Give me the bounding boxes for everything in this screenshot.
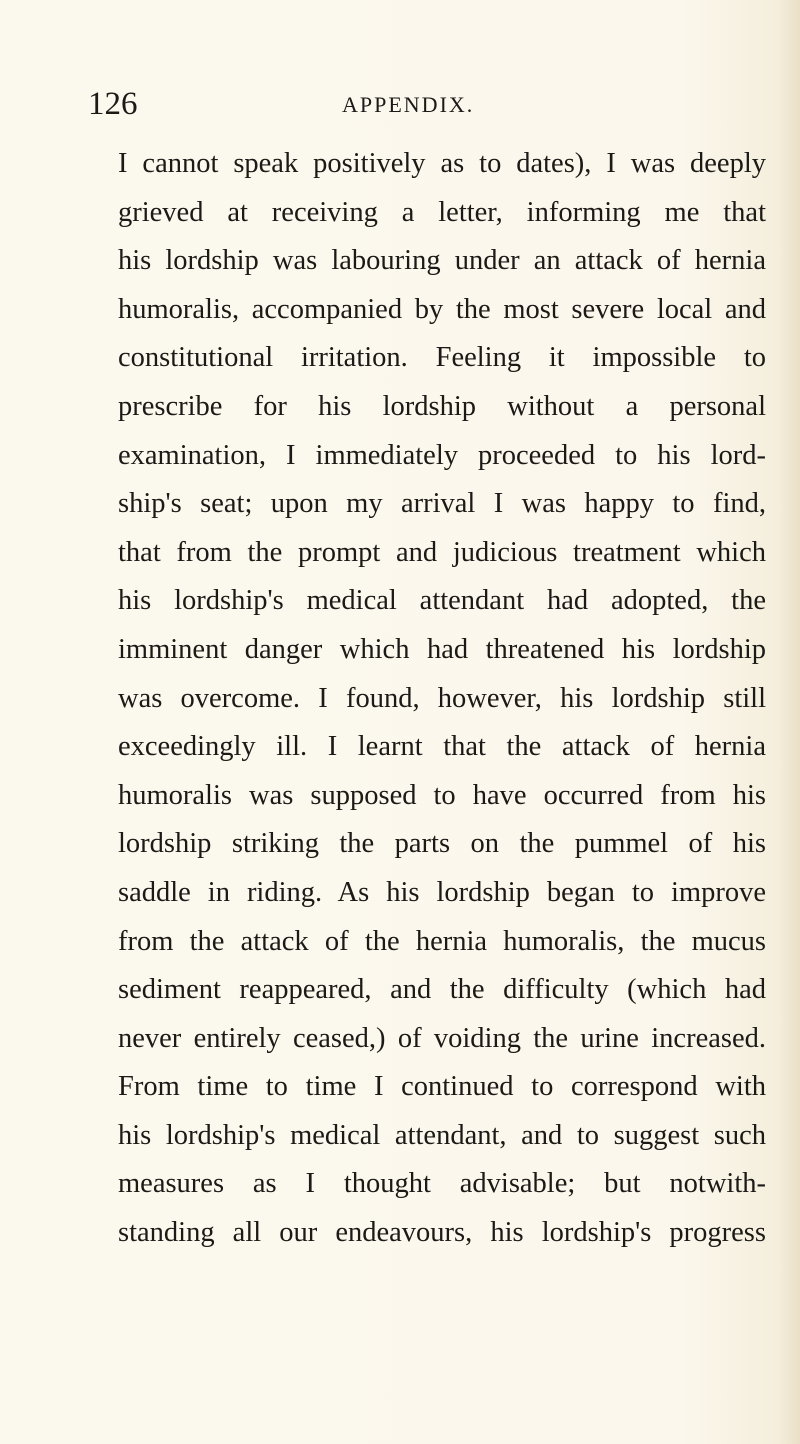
- text-line: grieved at receiving a letter, informing me that: [118, 196, 766, 228]
- page-number: 126: [88, 86, 138, 122]
- text-line: imminent danger which had threatened his lordship: [118, 633, 766, 665]
- text-line: exceedingly ill. I learnt that the attack of hernia: [118, 731, 766, 763]
- text-line: that from the prompt and judicious treatment which: [118, 536, 766, 568]
- text-line: sediment reappeared, and the difficulty (which had: [118, 974, 766, 1006]
- text-line: measures as I thought advisable; but notwith-: [118, 1168, 766, 1200]
- text-line: ship's seat; upon my arrival I was happy to find,: [118, 488, 766, 520]
- text-line: constitutional irritation. Feeling it impossible to: [118, 342, 766, 374]
- text-line: his lordship's medical attendant had adopted, the: [118, 585, 766, 617]
- text-line: standing all our endeavours, his lordship's progress: [118, 1217, 766, 1249]
- text-line: his lordship was labouring under an attack of hernia: [118, 245, 766, 277]
- text-line: humoralis, accompanied by the most severe local and: [118, 293, 766, 325]
- running-head-title: APPENDIX.: [342, 92, 475, 117]
- text-line: his lordship's medical attendant, and to suggest such: [118, 1119, 766, 1151]
- text-line: I cannot speak positively as to dates), I was deeply: [118, 148, 766, 179]
- text-line: prescribe for his lordship without a personal: [118, 390, 766, 422]
- text-line: was overcome. I found, however, his lordship still: [118, 682, 766, 714]
- text-line: never entirely ceased,) of voiding the urine increased.: [118, 1022, 766, 1054]
- body-text: [118, 140, 766, 1258]
- text-line: From time to time I continued to correspond with: [118, 1071, 766, 1103]
- running-head: [88, 84, 798, 124]
- text-line: examination, I immediately proceeded to his lord-: [118, 439, 766, 471]
- text-line: saddle in riding. As his lordship began to improve: [118, 876, 766, 908]
- page-edge-shadow: [778, 0, 800, 1444]
- text-line: from the attack of the hernia humoralis, the mucus: [118, 925, 766, 957]
- text-line: lordship striking the parts on the pummel of his: [118, 828, 766, 860]
- text-line: humoralis was supposed to have occurred from his: [118, 779, 766, 811]
